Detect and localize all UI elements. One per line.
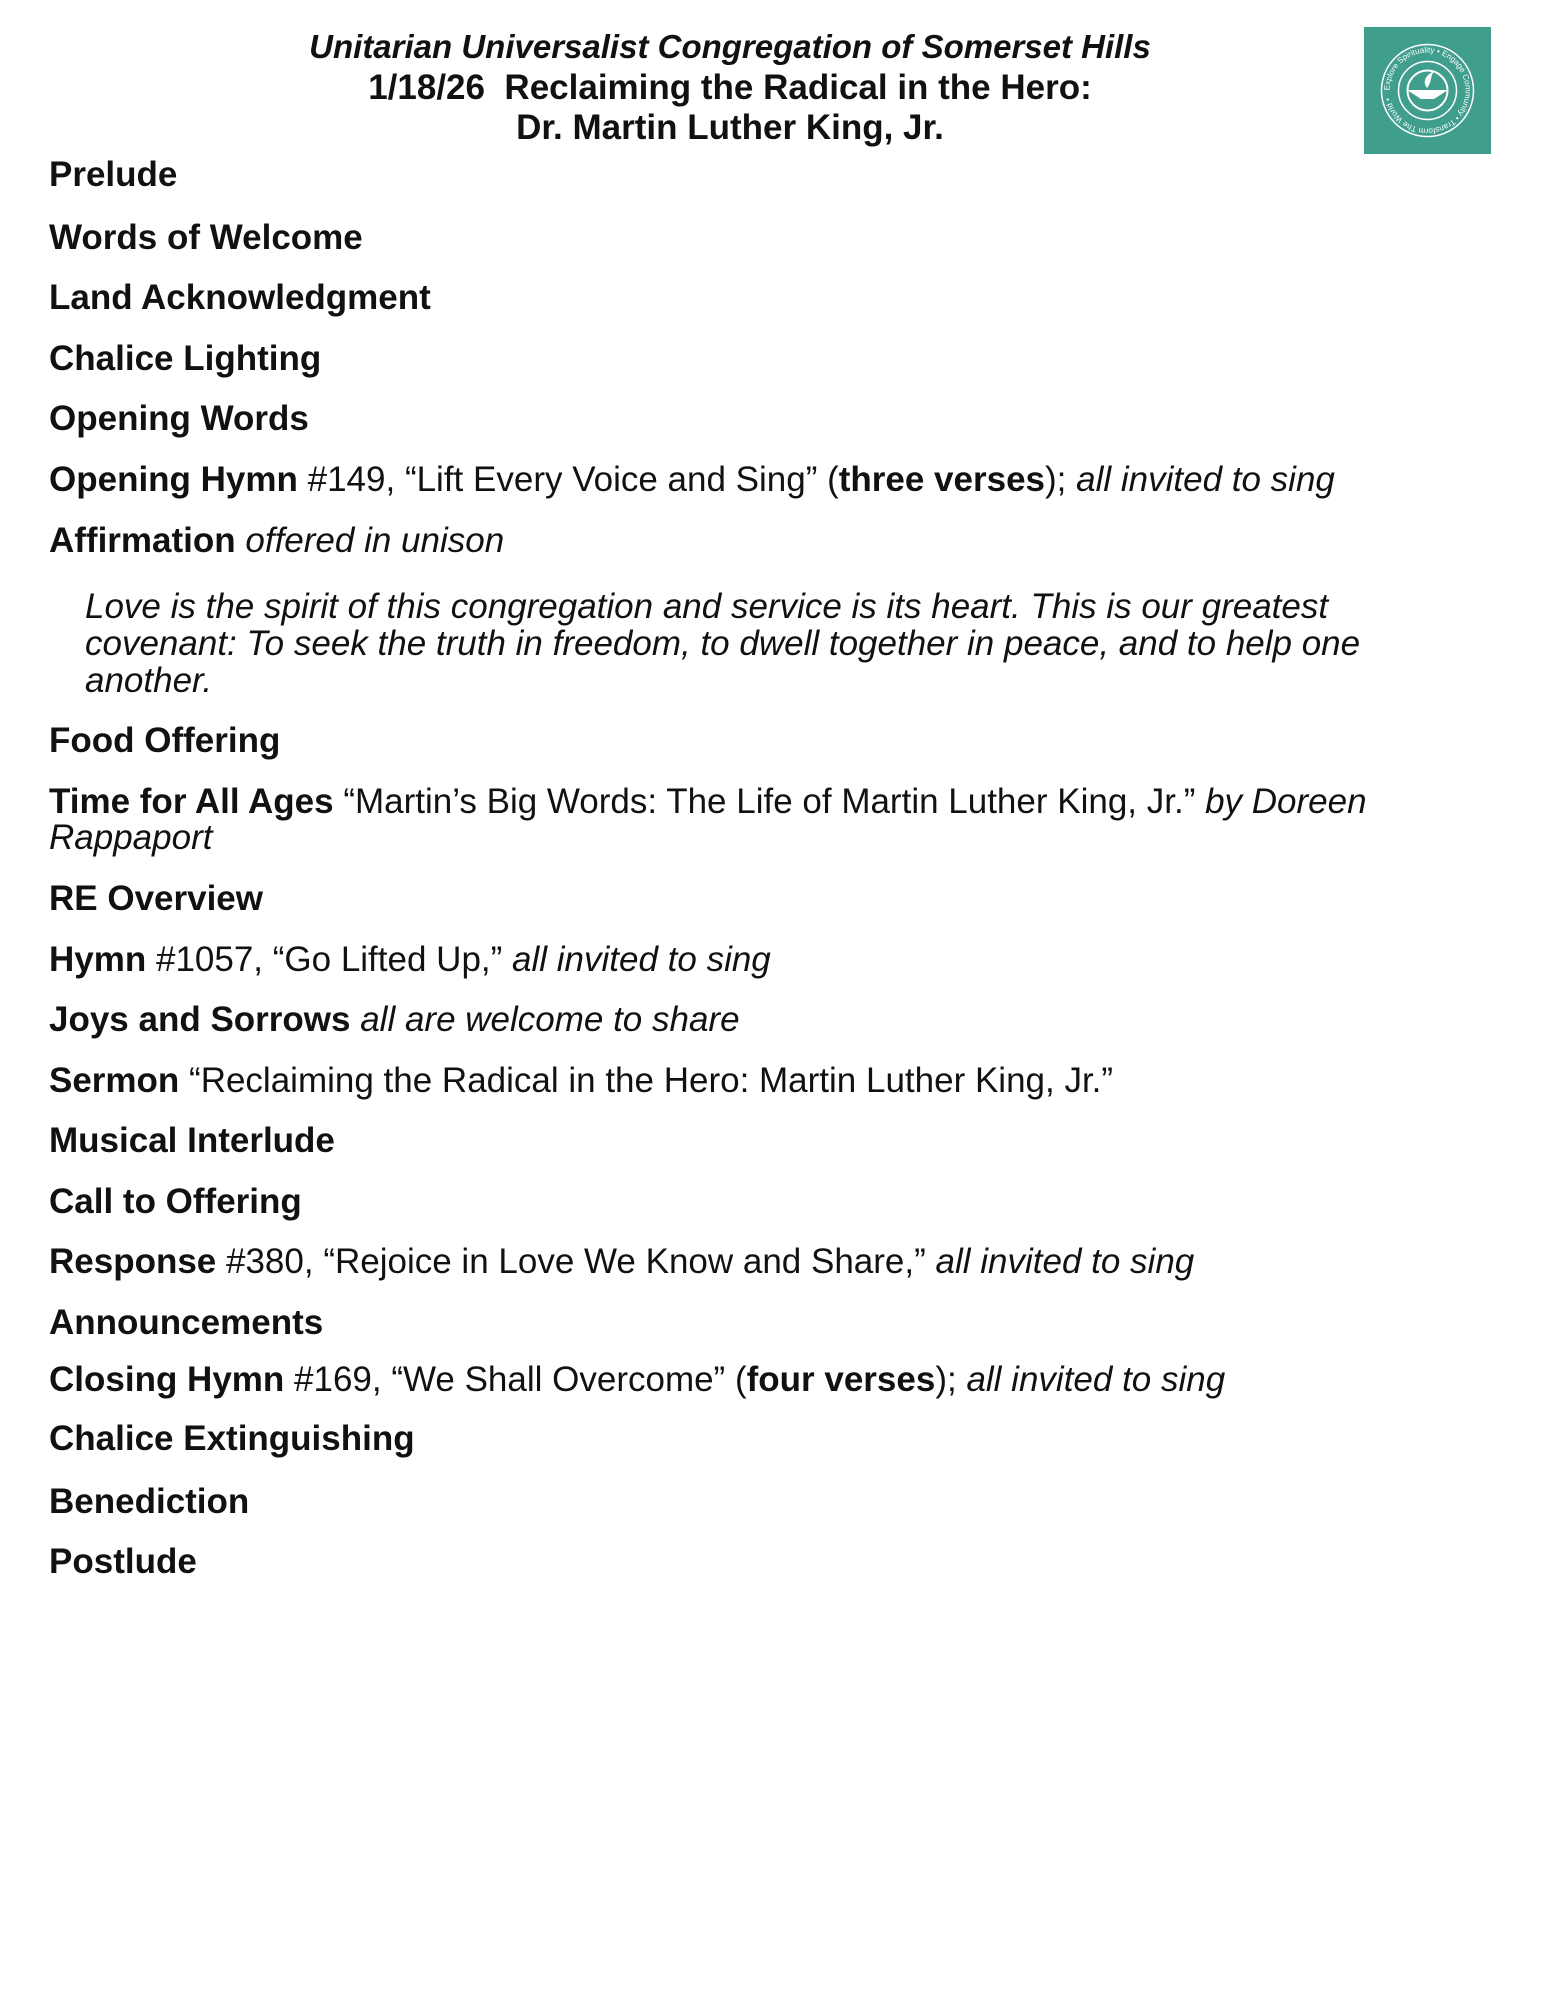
time-for-all-ages-line [49, 784, 1494, 856]
service-title-line2: Dr. Martin Luther King, Jr. [516, 108, 944, 147]
affirmation-note: offered in unison [235, 521, 505, 560]
opening-hymn-label: Opening Hymn [49, 460, 298, 499]
joys-label: Joys and Sorrows [49, 1000, 351, 1039]
postlude-heading: Postlude [49, 1542, 197, 1581]
sermon-line [49, 1063, 1489, 1099]
closing-hymn-detail: #169, “We Shall Overcome” ( [284, 1360, 747, 1399]
opening-hymn-verses: three verses [838, 460, 1046, 499]
hymn-detail: #1057, “Go Lifted Up,” [146, 940, 513, 979]
svg-text:Explore Spirituality • Engage: Explore Spirituality • Engage Community • Transform The World • [1382, 45, 1473, 136]
flaming-chalice-icon [1364, 27, 1491, 154]
response-detail: #380, “Rejoice in Love We Know and Share,” [216, 1242, 936, 1281]
response-line [49, 1244, 1489, 1280]
announcements-heading: Announcements [49, 1303, 324, 1342]
sermon-detail: “Reclaiming the Radical in the Hero: Martin Luther King, Jr.” [179, 1061, 1114, 1100]
re-overview-heading: RE Overview [49, 879, 263, 918]
musical-interlude-heading: Musical Interlude [49, 1121, 335, 1160]
closing-hymn-close: ); [935, 1360, 967, 1399]
food-offering-heading: Food Offering [49, 721, 281, 760]
chalice-extinguishing-heading: Chalice Extinguishing [49, 1419, 415, 1458]
hymn-label: Hymn [49, 940, 147, 979]
uu-logo [1364, 27, 1491, 154]
response-label: Response [49, 1242, 217, 1281]
closing-hymn-line [49, 1362, 1489, 1398]
land-acknowledgment-heading: Land Acknowledgment [49, 278, 431, 317]
benediction-heading: Benediction [49, 1482, 250, 1521]
words-of-welcome-heading: Words of Welcome [49, 218, 363, 257]
sermon-label: Sermon [49, 1061, 180, 1100]
joys-note: all are welcome to share [350, 1000, 740, 1039]
joys-sorrows-line [49, 1002, 1489, 1038]
opening-hymn-note: all invited to sing [1076, 460, 1335, 499]
opening-hymn-line [49, 462, 1489, 498]
closing-hymn-label: Closing Hymn [49, 1360, 285, 1399]
affirmation-line [49, 523, 1489, 559]
call-to-offering-heading: Call to Offering [49, 1182, 302, 1221]
hymn-note: all invited to sing [512, 940, 771, 979]
hymn-line [49, 942, 1489, 978]
closing-hymn-verses: four verses [746, 1360, 936, 1399]
all-ages-detail: “Martin’s Big Words: The Life of Martin Luther King, Jr.” [333, 782, 1206, 821]
opening-hymn-detail: #149, “Lift Every Voice and Sing” ( [297, 460, 839, 499]
affirmation-text: Love is the spirit of this congregation and service is its heart. This is our greatest covenant: To seek the truth in freedom, to dwell together in peace, and to help one another. [85, 587, 1361, 700]
opening-words-heading: Opening Words [49, 399, 309, 438]
prelude-heading: Prelude [49, 155, 178, 194]
all-ages-label: Time for All Ages [49, 782, 334, 821]
affirmation-label: Affirmation [49, 521, 236, 560]
chalice-lighting-heading: Chalice Lighting [49, 339, 322, 378]
congregation-name: Unitarian Universalist Congregation of Somerset Hills [309, 28, 1151, 65]
opening-hymn-close: ); [1045, 460, 1077, 499]
closing-hymn-note: all invited to sing [966, 1360, 1226, 1399]
service-title-line1: 1/18/26 Reclaiming the Radical in the Hero: [368, 68, 1092, 107]
all-ages-note: by Doreen Rappaport [49, 782, 1367, 857]
response-note: all invited to sing [935, 1242, 1195, 1281]
bulletin-header [0, 26, 1460, 148]
